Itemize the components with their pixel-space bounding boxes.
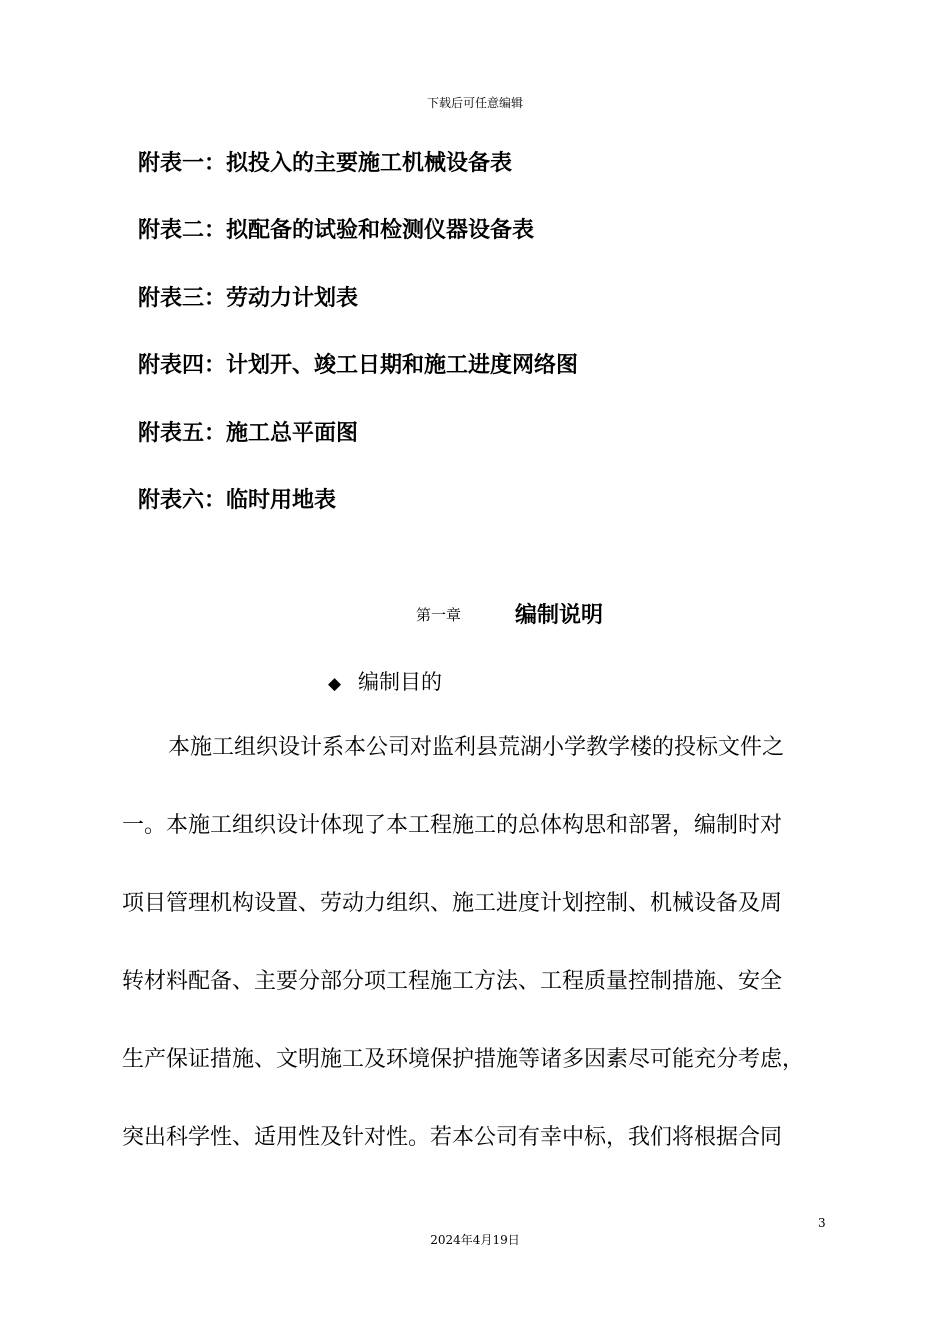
section-title: 编制目的	[358, 670, 442, 694]
body-line: 转材料配备、主要分部分项工程施工方法、工程质量控制措施、安全	[122, 969, 783, 994]
appendix-item-6: 附表六：临时用地表	[138, 487, 337, 513]
page-number: 3	[818, 1216, 826, 1230]
appendix-item-1: 附表一：拟投入的主要施工机械设备表	[138, 151, 513, 176]
section-heading	[328, 666, 442, 696]
body-line: 本施工组织设计系本公司对监利县荒湖小学教学楼的投标文件之	[168, 735, 785, 760]
appendix-list	[138, 146, 578, 550]
chapter-heading	[0, 598, 950, 628]
chapter-number: 第一章	[416, 606, 462, 624]
footer-date: 2024年4月19日	[430, 1233, 520, 1247]
page-header: 下载后可任意编辑	[426, 96, 523, 110]
appendix-item-3: 附表三：劳动力计划表	[138, 285, 359, 311]
body-line: 一。本施工组织设计体现了本工程施工的总体构思和部署，编制时对	[122, 813, 783, 838]
body-line: 生产保证措施、文明施工及环境保护措施等诸多因素尽可能充分考虑，	[122, 1047, 805, 1072]
body-line: 突出科学性、适用性及针对性。若本公司有幸中标，我们将根据合同	[122, 1125, 783, 1150]
chapter-title: 编制说明	[515, 603, 604, 628]
body-paragraph	[122, 727, 834, 1195]
appendix-item-2: 附表二：拟配备的试验和检测仪器设备表	[138, 218, 535, 244]
appendix-item-4: 附表四：计划开、竣工日期和施工进度网络图	[138, 353, 579, 379]
diamond-bullet-icon: ◆	[328, 674, 342, 694]
appendix-item-5: 附表五：施工总平面图	[138, 420, 359, 446]
body-line: 项目管理机构设置、劳动力组织、施工进度计划控制、机械设备及周	[122, 891, 783, 916]
